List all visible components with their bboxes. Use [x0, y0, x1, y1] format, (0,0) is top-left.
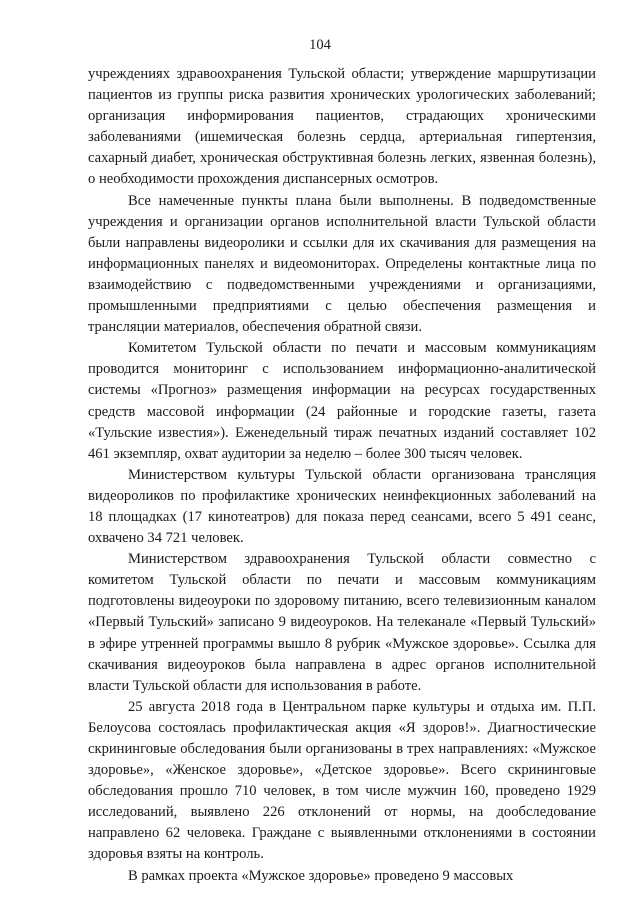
paragraph-7: В рамках проекта «Мужское здоровье» проведено 9 массовых	[128, 867, 514, 884]
paragraph-1: учреждениях здравоохранения Тульской области; утверждение маршрутизации пациентов из группы риска развития хронических урологических заболеваний; организация информирования пациентов, страдающих хроническими заболеваниями (ишемическая болезнь сердца, артериальная гипертензия, сахарный диабет, хроническая обструктивная болезнь легких, язвенная болезнь), о необходимости прохождения диспансерных осмотров.	[88, 66, 596, 188]
paragraph-3: Комитетом Тульской области по печати и массовым коммуникациям проводится мониторинг с использованием информационно-аналитической системы «Прогноз» размещения информации на ресурсах государственных средств массовой информации (24 районные и городские газеты, газета «Тульские известия»). Еженедельный тираж печатных изданий составляет 102 461 экземпляр, охват аудитории за неделю – более 300 тысяч человек.	[88, 340, 596, 462]
page-number: 104	[309, 37, 331, 53]
document-body	[88, 64, 596, 887]
paragraph-6: 25 августа 2018 года в Центральном парке культуры и отдыха им. П.П. Белоусова состоялась профилактическая акция «Я здоров!». Диагностические скрининговые обследования были организованы в трех направлениях: «Мужское здоровье», «Женское здоровье», «Детское здоровье». Всего скрининговые обследования прошло 710 человек, в том числе мужчин 160, проведено 1929 исследований, выявлено 226 отклонений от нормы, на дообследование направлено 62 человека. Граждане с выявленными отклонениями в состоянии здоровья взяты на контроль.	[88, 698, 596, 863]
paragraph-5: Министерством здравоохранения Тульской области совместно с комитетом Тульской области по печати и массовым коммуникациям подготовлены видеоуроки по здоровому питанию, всего телевизионным каналом «Первый Тульский» записано 9 видеоуроков. На телеканале «Первый Тульский» в эфире утренней программы вышло 8 рубрик «Мужское здоровье». Ссылка для скачивания видеоуроков была направлена в адрес органов исполнительной власти Тульской области для использования в работе.	[88, 551, 596, 694]
paragraph-4: Министерством культуры Тульской области организована трансляция видеороликов по профилактике хронических неинфекционных заболеваний на 18 площадках (17 кинотеатров) для показа перед сеансами, всего 5 491 сеанс, охвачено 34 721 человек.	[88, 466, 596, 547]
paragraph-2: Все намеченные пункты плана были выполнены. В подведомственные учреждения и организации органов исполнительной власти Тульской области были направлены видеоролики и ссылки для их скачивания для размещения на информационных панелях и видеомониторах. Определены контактные лица по взаимодействию с подведомственными учреждениями и организациями, промышленными предприятиями с целью обеспечения размещения и трансляции материалов, обеспечения обратной связи.	[88, 192, 596, 336]
